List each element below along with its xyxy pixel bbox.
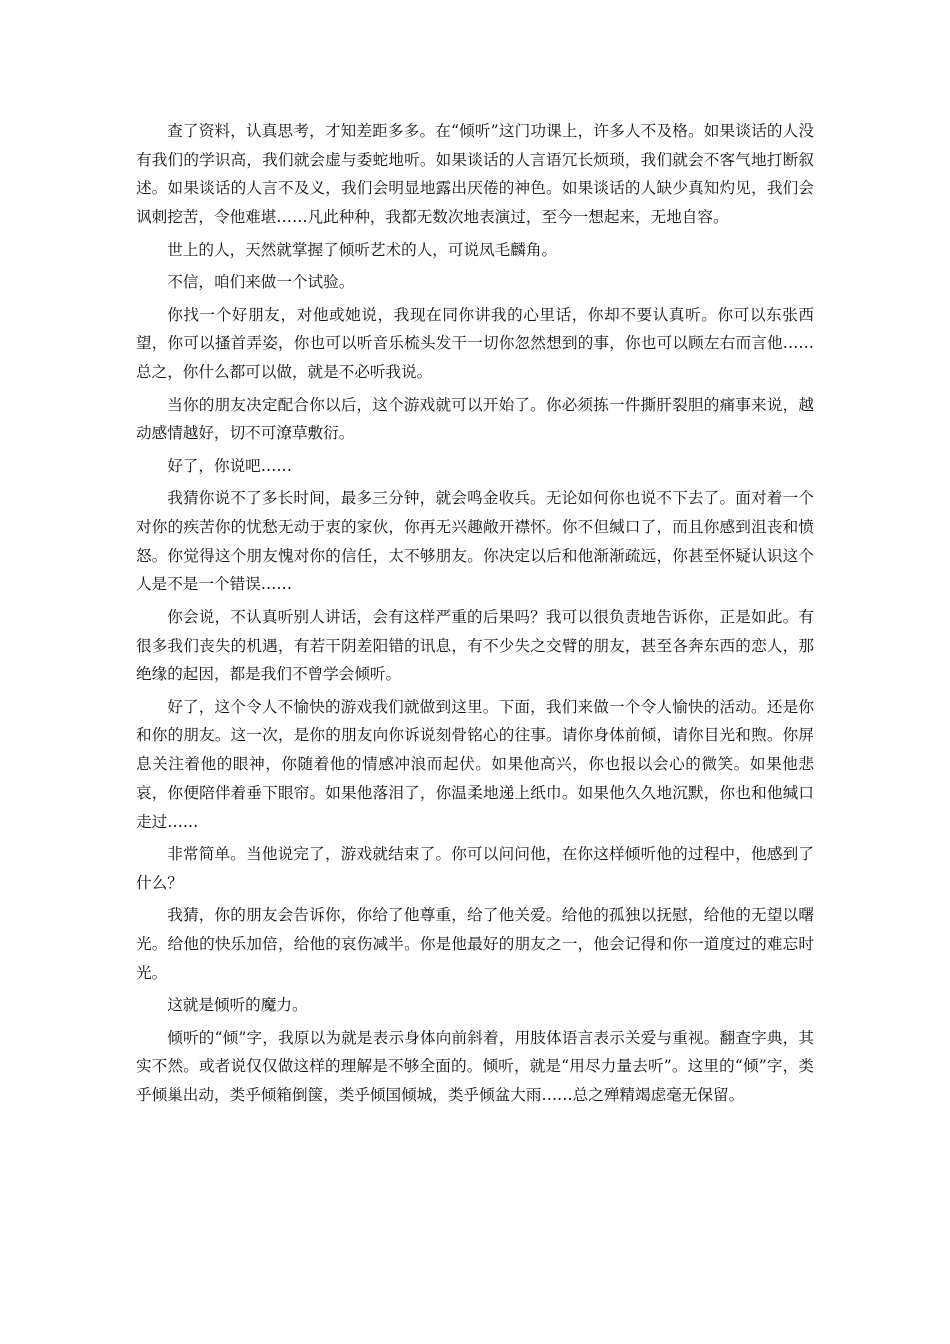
paragraph: 当你的朋友决定配合你以后，这个游戏就可以开始了。你必须拣一件撕肝裂胆的痛事来说，越动感情越好，切不可潦草敷衍。 <box>136 395 814 443</box>
paragraph: 我猜，你的朋友会告诉你，你给了他尊重，给了他关爱。给他的孤独以抚慰，给他的无望以曙光。给他的快乐加倍，给他的哀伤减半。你是他最好的朋友之一，他会记得和你一道度过的难忘时光。 <box>136 906 814 982</box>
paragraph: 这就是倾听的魔力。 <box>167 996 308 1015</box>
paragraph: 我猜你说不了多长时间，最多三分钟，就会鸣金收兵。无论如何你也说不下去了。面对着一个对你的疾苦你的忧愁无动于衷的家伙，你再无兴趣敞开襟怀。你不但缄口了，而且你感到沮丧和愤怒。你觉得这个朋友愧对你的信任，太不够朋友。你决定以后和他渐渐疏远，你甚至怀疑认识这个人是不是一个错误…… <box>136 489 814 594</box>
paragraph: 不信，咱们来做一个试验。 <box>167 273 355 292</box>
paragraph: 倾听的“倾”字，我原以为就是表示身体向前斜着，用肢体语言表示关爱与重视。翻查字典，其实不然。或者说仅仅做这样的理解是不够全面的。倾听，就是“用尽力量去听”。这里的“倾”字，类乎倾巢出动，类乎倾箱倒箧，类乎倾国倾城，类乎倾盆大雨……总之殚精竭虑毫无保留。 <box>136 1028 814 1105</box>
paragraph: 世上的人，天然就掌握了倾听艺术的人，可说凤毛麟角。 <box>167 240 558 259</box>
document-body <box>136 117 814 1114</box>
paragraph: 你会说，不认真听别人讲话，会有这样严重的后果吗？我可以很负责地告诉你，正是如此。有很多我们丧失的机遇，有若干阴差阳错的讯息，有不少失之交臂的朋友，甚至各奔东西的恋人，那绝缘的起因，都是我们不曾学会倾听。 <box>136 607 814 684</box>
paragraph: 好了，这个令人不愉快的游戏我们就做到这里。下面，我们来做一个令人愉快的活动。还是你和你的朋友。这一次，是你的朋友向你诉说刻骨铭心的往事。请你身体前倾，请你目光和煦。你屏息关注着他的眼神，你随着他的情感冲浪而起伏。如果他高兴，你也报以会心的微笑。如果他悲哀，你便陪伴着垂下眼帘。如果他落泪了，你温柔地递上纸巾。如果他久久地沉默，你也和他缄口走过…… <box>136 697 814 831</box>
paragraph: 非常简单。当他说完了，游戏就结束了。你可以问问他，在你这样倾听他的过程中，他感到了什么？ <box>136 845 814 892</box>
paragraph: 好了，你说吧…… <box>167 456 292 475</box>
paragraph: 你找一个好朋友，对他或她说，我现在同你讲我的心里话，你却不要认真听。你可以东张西望，你可以搔首弄姿，你也可以听音乐梳头发干一切你忽然想到的事，你也可以顾左右而言他……总之，你什么都可以做，就是不必听我说。 <box>136 305 814 382</box>
paragraph: 查了资料，认真思考，才知差距多多。在“倾听”这门功课上，许多人不及格。如果谈话的人没有我们的学识高，我们就会虚与委蛇地听。如果谈话的人言语冗长烦琐，我们就会不客气地打断叙述。如果谈话的人言不及义，我们会明显地露出厌倦的神色。如果谈话的人缺少真知灼见，我们会讽刺挖苦，令他难堪……凡此种种，我都无数次地表演过，至今一想起来，无地自容。 <box>136 122 814 227</box>
